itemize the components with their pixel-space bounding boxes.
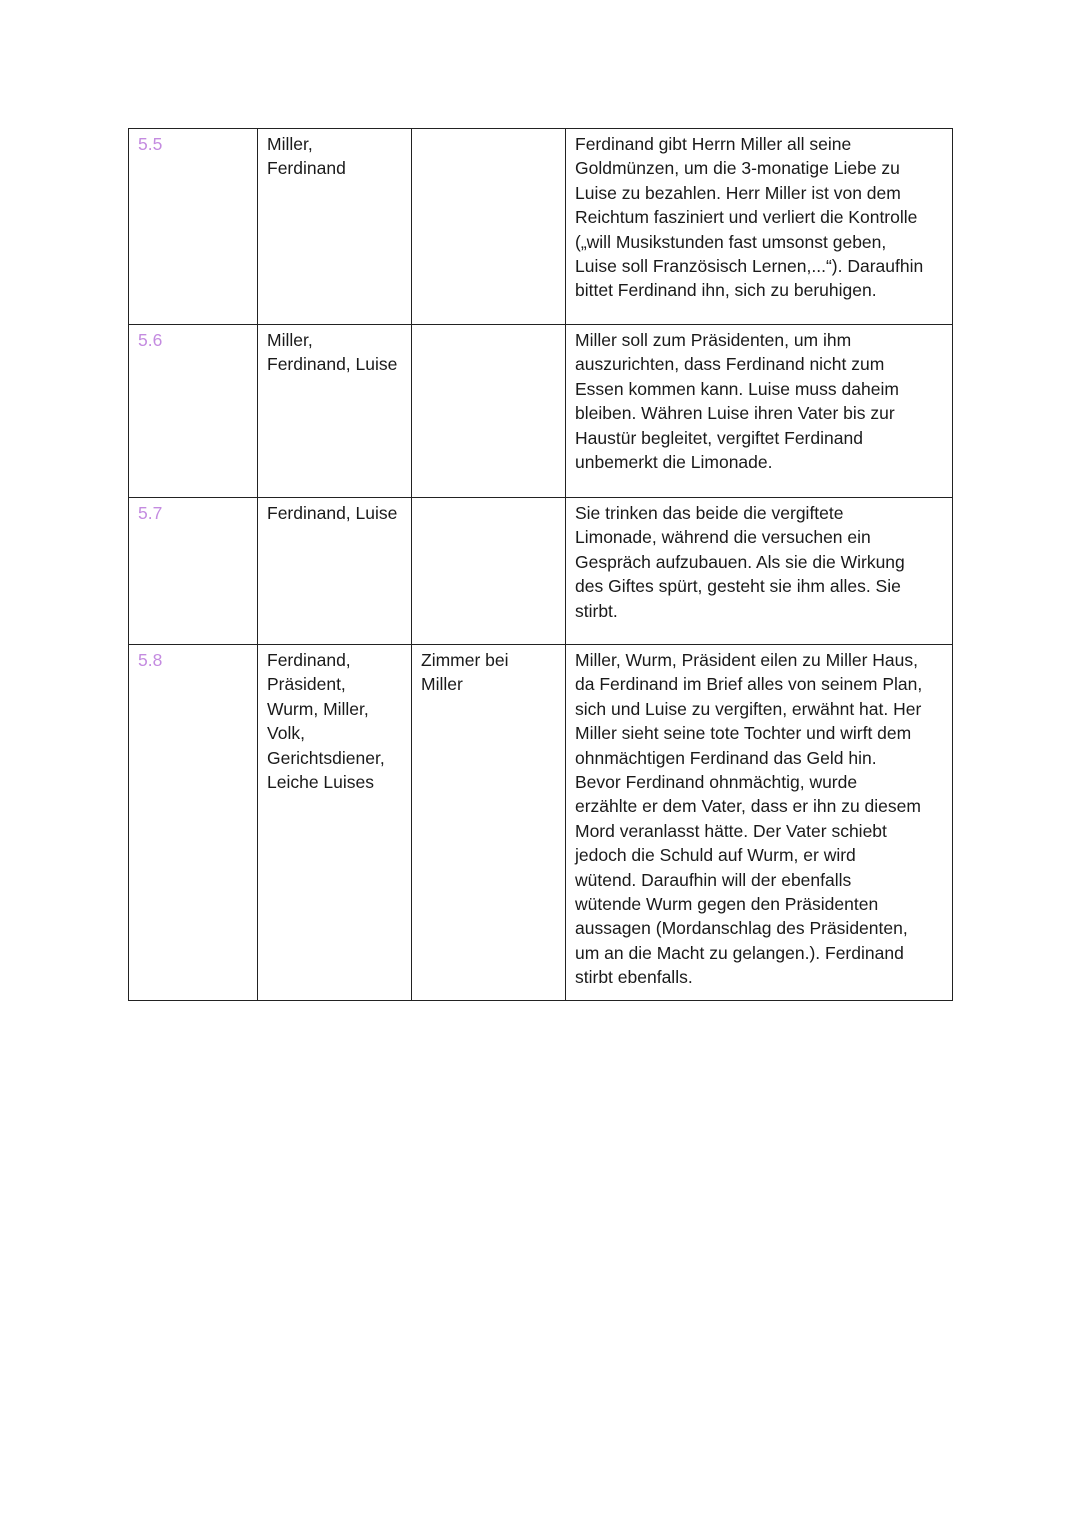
scene-summary: Miller soll zum Präsidenten, um ihm auszurichten, dass Ferdinand nicht zum Essen kommen kann. Luise muss daheim bleiben. Währen Luise ihren Vater bis zur Haustür begleitet, vergiftet Ferdinand unbemerkt die Limonade. — [566, 325, 953, 498]
scene-number: 5.7 — [129, 498, 258, 645]
scene-location — [412, 498, 566, 645]
scene-location — [412, 325, 566, 498]
scene-summary: Ferdinand gibt Herrn Miller all seine Goldmünzen, um die 3-monatige Liebe zu Luise zu bezahlen. Herr Miller ist von dem Reichtum fasziniert und verliert die Kontrolle („will Musikstunden fast umsonst geben, Luise soll Französisch Lernen,...“). Daraufhin bittet Ferdinand ihn, sich zu beruhigen. — [566, 129, 953, 325]
scene-summary: Miller, Wurm, Präsident eilen zu Miller Haus, da Ferdinand im Brief alles von seinem Plan, sich und Luise zu vergiften, erwähnt hat. Her Miller sieht seine tote Tochter und wirft dem ohnmächtigen Ferdinand das Geld hin. Bevor Ferdinand ohnmächtig, wurde erzählte er dem Vater, dass er ihn zu diesem Mord veranlasst hätte. Der Vater schiebt jedoch die Schuld auf Wurm, er wird wütend. Daraufhin will der ebenfalls wütende Wurm gegen den Präsidenten aussagen (Mordanschlag des Präsidenten, um an die Macht zu gelangen.). Ferdinand stirbt ebenfalls. — [566, 645, 953, 1001]
table-row — [129, 325, 953, 498]
table-row — [129, 645, 953, 1001]
scene-characters: Miller, Ferdinand — [258, 129, 412, 325]
table-row — [129, 129, 953, 325]
scene-location: Zimmer bei Miller — [412, 645, 566, 1001]
scene-characters: Miller, Ferdinand, Luise — [258, 325, 412, 498]
scene-number: 5.6 — [129, 325, 258, 498]
scene-number: 5.5 — [129, 129, 258, 325]
scene-characters: Ferdinand, Präsident, Wurm, Miller, Volk, Gerichtsdiener, Leiche Luises — [258, 645, 412, 1001]
scene-number: 5.8 — [129, 645, 258, 1001]
scene-summary: Sie trinken das beide die vergiftete Limonade, während die versuchen ein Gespräch aufzubauen. Als sie die Wirkung des Giftes spürt, gesteht sie ihm alles. Sie stirbt. — [566, 498, 953, 645]
scene-table — [128, 128, 953, 1001]
scene-location — [412, 129, 566, 325]
table-row — [129, 498, 953, 645]
scene-characters: Ferdinand, Luise — [258, 498, 412, 645]
